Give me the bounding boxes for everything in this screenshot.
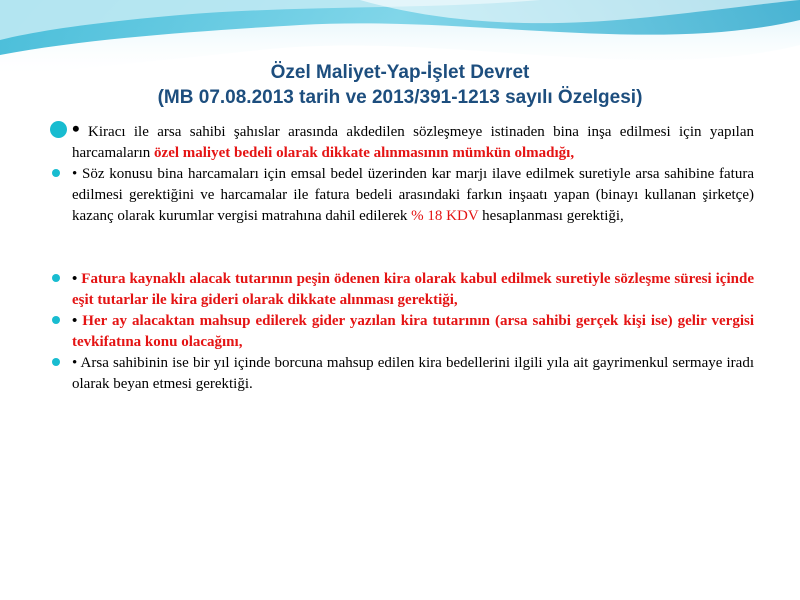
bullet-1-highlight: özel maliyet bedeli olarak dikkate alınmasının mümkün olmadığı, xyxy=(154,145,575,161)
bullet-3-prefix: • xyxy=(72,271,82,287)
bullet-item-4 xyxy=(42,311,754,353)
bullet-1-marker: • xyxy=(72,116,80,141)
bullet-dot-icon xyxy=(52,358,60,366)
bullet-dot-icon xyxy=(52,274,60,282)
bullet-dot-icon xyxy=(50,121,67,138)
bullet-2-plain: • Söz konusu bina harcamaları için emsal bedel üzerinden kar marjı ilave edilmek suretiyle arsa sahibine fatura edilmesi gerektiğini ve harcamalar ile fatura bedeli arasındaki farkın inşaatı yapan (binayı kullanan şirketçe) kazanç olarak kurumlar vergisi matrahına dahil edilerek xyxy=(72,166,754,224)
blank-line xyxy=(42,227,754,248)
bullet-3-text xyxy=(72,269,754,311)
bullet-2-after: hesaplanması gerektiği, xyxy=(478,208,624,224)
bullet-dot-icon xyxy=(52,316,60,324)
title-line-1: Özel Maliyet-Yap-İşlet Devret xyxy=(270,62,530,83)
bullet-3-highlight: Fatura kaynaklı alacak tutarının peşin ödenen kira olarak kabul edilmek suretiyle sözleşme süresi içinde eşit tutarlar ile kira gideri olarak dikkate alınması gerektiği, xyxy=(72,271,754,308)
bullet-4-prefix: • xyxy=(72,313,83,329)
bullet-dot-icon xyxy=(52,169,60,177)
bullet-5-text: • Arsa sahibinin ise bir yıl içinde borcuna mahsup edilen kira bedellerini ilgili yıla ait gayrimenkul sermaye iradı olarak beyan etmesi gerektiği. xyxy=(72,355,754,392)
bullet-2-highlight: % 18 KDV xyxy=(411,208,479,224)
blank-line xyxy=(42,248,754,269)
bullet-item-5 xyxy=(42,353,754,395)
bullet-2-text xyxy=(72,164,754,227)
bullet-4-text xyxy=(72,311,754,353)
bullet-1-text xyxy=(72,116,754,164)
bullet-item-2 xyxy=(42,164,754,227)
bullet-4-highlight: Her ay alacaktan mahsup edilerek gider yazılan kira tutarının (arsa sahibi gerçek kişi ise) gelir vergisi tevkifatına konu olacağını, xyxy=(72,313,754,350)
slide-body xyxy=(42,116,754,395)
bullet-item-1 xyxy=(42,116,754,164)
title-line-2: (MB 07.08.2013 tarih ve 2013/391-1213 sayılı Özelgesi) xyxy=(157,87,643,108)
slide-title xyxy=(0,60,800,110)
bullet-1-plain: Kiracı ile arsa sahibi şahıslar arasında akdedilen sözleşmeye istinaden bina inşa edilmesi için yapılan harcamaların xyxy=(72,124,754,161)
bullet-item-3 xyxy=(42,269,754,311)
